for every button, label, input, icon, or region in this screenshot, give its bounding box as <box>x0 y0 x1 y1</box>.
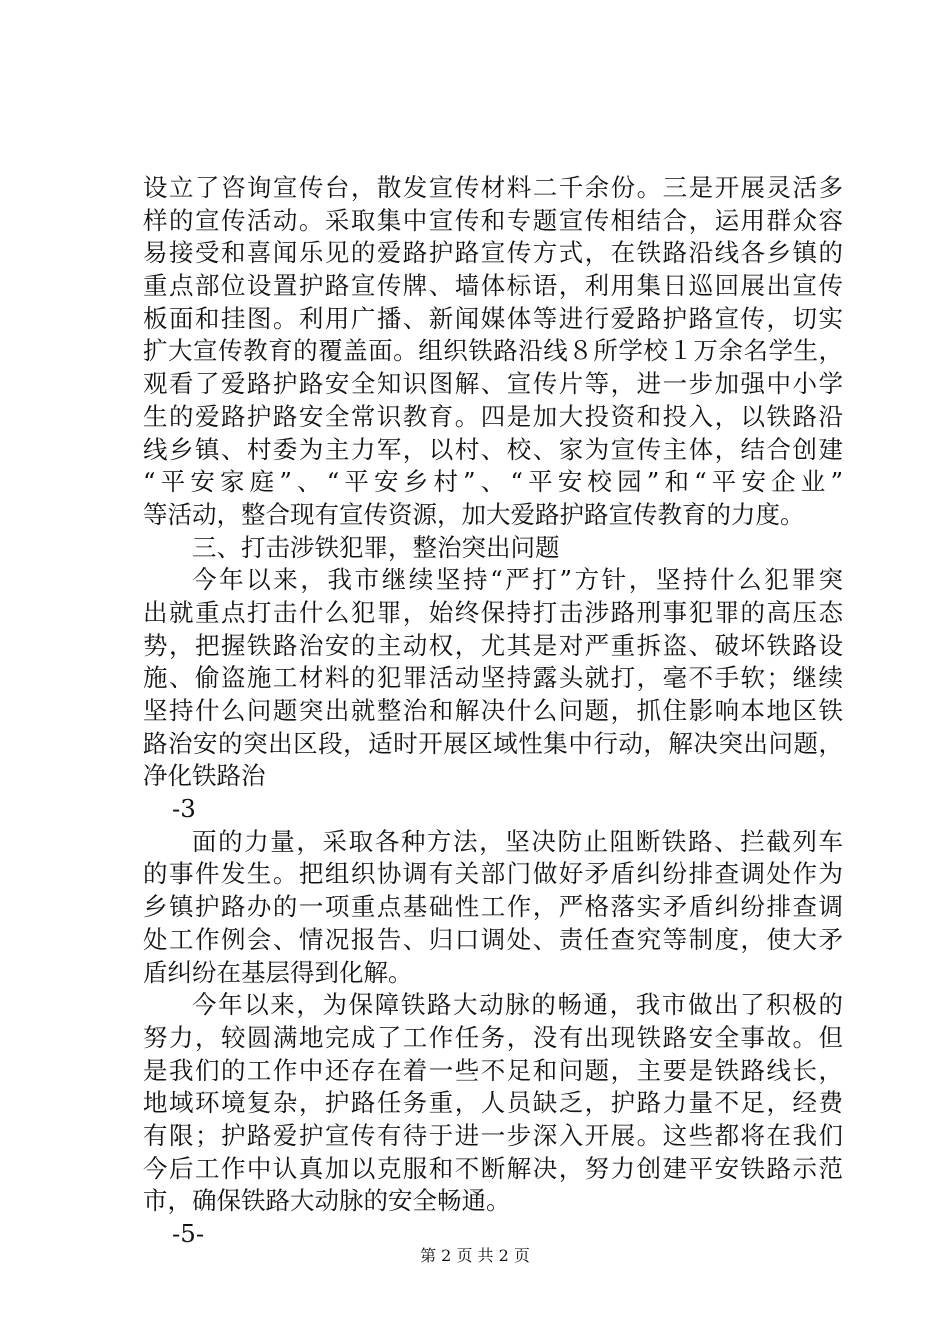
text-line: 有限；护路爱护宣传有待于进一步深入开展。这些都将在我们 <box>143 1120 843 1150</box>
paragraph <box>143 564 843 793</box>
paragraph <box>143 826 843 989</box>
text-line: 今年以来，为保障铁路大动脉的畅通，我市做出了积极的 <box>192 990 843 1020</box>
text-line: 处工作例会、情况报告、归口调处、责任查究等制度，使大矛 <box>143 924 843 954</box>
text-line: 设立了咨询宣传台，散发宣传材料二千余份。三是开展灵活多 <box>143 173 843 202</box>
text-line: 板面和挂图。利用广播、新闻媒体等进行爱路护路宣传，切实 <box>143 303 843 333</box>
text-line: 净化铁路治 <box>143 761 266 791</box>
text-line: 面的力量，采取各种方法，坚决防止阻断铁路、拦截列车 <box>192 826 843 856</box>
page-footer <box>0 1246 950 1266</box>
paragraph <box>143 989 843 1218</box>
paragraph <box>143 172 843 532</box>
page-marker <box>143 793 843 826</box>
text-line: 扩大宣传教育的覆盖面。组织铁路沿线８所学校１万余名学生， <box>143 336 843 366</box>
page-number-label: 第 2 页 共 2 页 <box>420 1246 530 1265</box>
text-line: 努力，较圆满地完成了工作任务，没有出现铁路安全事故。但 <box>143 1022 843 1052</box>
text-line: 的事件发生。把组织协调有关部门做好矛盾纠纷排查调处作为 <box>143 859 843 889</box>
text-line: 观看了爱路护路安全知识图解、宣传片等，进一步加强中小学 <box>143 369 843 399</box>
text-line: 盾纠纷在基层得到化解。 <box>143 957 413 987</box>
text-line: 易接受和喜闻乐见的爱路护路宣传方式，在铁路沿线各乡镇的 <box>143 238 843 268</box>
page-marker-text: -5- <box>172 1219 205 1248</box>
text-line: 样的宣传活动。采取集中宣传和专题宣传相结合，运用群众容 <box>143 205 843 235</box>
text-line: 线乡镇、村委为主力军，以村、校、家为宣传主体，结合创建 <box>143 434 843 464</box>
text-line: 生的爱路护路安全常识教育。四是加大投资和投入，以铁路沿 <box>143 401 843 431</box>
text-line: “平安家庭”、“平安乡村”、“平安校园”和“平安企业” <box>143 467 843 497</box>
text-line: 路治安的突出区段，适时开展区域性集中行动，解决突出问题， <box>143 728 843 758</box>
text-line: 重点部位设置护路宣传牌、墙体标语，利用集日巡回展出宣传 <box>143 271 843 301</box>
section-heading <box>143 532 843 565</box>
text-line: 势，把握铁路治安的主动权，尤其是对严重拆盗、破坏铁路设 <box>143 630 843 660</box>
text-line: 是我们的工作中还存在着一些不足和问题，主要是铁路线长， <box>143 1055 843 1085</box>
text-line: 今年以来，我市继续坚持“严打”方针，坚持什么犯罪突 <box>192 565 843 595</box>
text-line: 出就重点打击什么犯罪，始终保持打击涉路刑事犯罪的高压态 <box>143 597 843 627</box>
text-line: 坚持什么问题突出就整治和解决什么问题，抓住影响本地区铁 <box>143 696 843 725</box>
text-line: 施、偷盗施工材料的犯罪活动坚持露头就打，毫不手软；继续 <box>143 663 843 693</box>
heading-text: 三、打击涉铁犯罪，整治突出问题 <box>192 532 560 562</box>
text-line: 等活动，整合现有宣传资源，加大爱路护路宣传教育的力度。 <box>143 499 805 529</box>
text-line: 乡镇护路办的一项重点基础性工作，严格落实矛盾纠纷排查调 <box>143 892 843 922</box>
text-line: 今后工作中认真加以克服和不断解决，努力创建平安铁路示范 <box>143 1153 843 1183</box>
text-line: 地域环境复杂，护路任务重，人员缺乏，护路力量不足，经费 <box>143 1088 843 1118</box>
document-body <box>143 172 843 1251</box>
text-line: 市，确保铁路大动脉的安全畅通。 <box>143 1186 511 1216</box>
page-marker-text: -3 <box>172 794 196 824</box>
